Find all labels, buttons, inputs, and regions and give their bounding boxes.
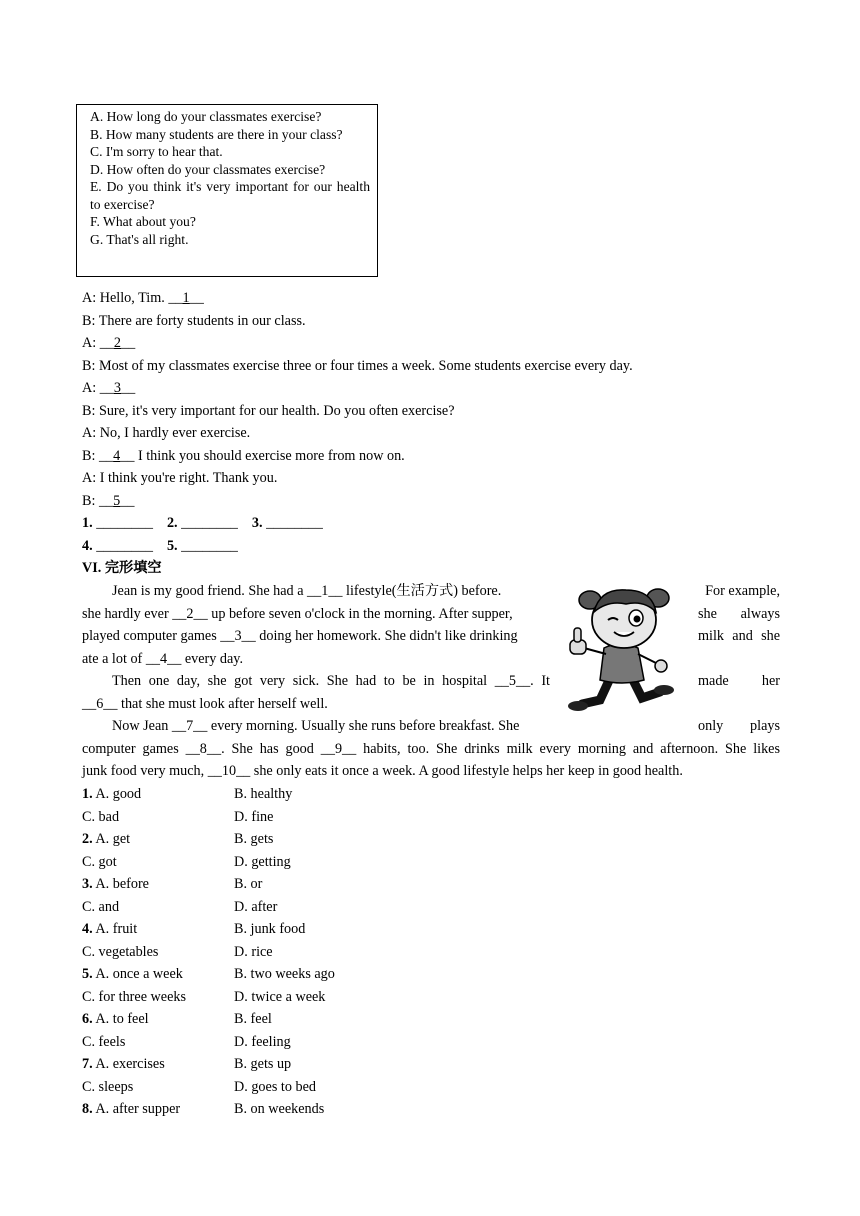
passage-line: Now Jean __7__ every morning. Usually she runs before breakfast. She only plays xyxy=(112,718,780,734)
choice-d[interactable]: D. after xyxy=(234,899,278,915)
option-g: G. That's all right. xyxy=(90,231,189,247)
answer-row: 4. ________ 5. ________ xyxy=(82,535,252,558)
choice-d[interactable]: D. getting xyxy=(234,854,291,870)
choice-d[interactable]: D. rice xyxy=(234,944,273,960)
choice-b[interactable]: B. two weeks ago xyxy=(234,966,335,982)
choice-d[interactable]: D. fine xyxy=(234,809,274,825)
choice-a[interactable]: 7. A. exercises xyxy=(82,1056,165,1072)
choice-c[interactable]: C. vegetables xyxy=(82,944,159,960)
passage-line: computer games __8__. She has good __9__ habits, too. She drinks milk every morning and afternoon. She likes xyxy=(82,740,780,757)
choice-b[interactable]: B. on weekends xyxy=(234,1101,325,1117)
choice-a[interactable]: 5. A. once a week xyxy=(82,966,183,982)
option-c: C. I'm sorry to hear that. xyxy=(90,144,223,159)
choice-c[interactable]: C. and xyxy=(82,899,120,915)
choice-a[interactable]: 1. A. good xyxy=(82,786,142,802)
choice-b[interactable]: B. junk food xyxy=(234,921,306,937)
dialogue-line: B: Most of my classmates exercise three or four times a week. Some students exercise every day. xyxy=(82,358,633,374)
passage-line: played computer games __3__ doing her homework. She didn't like drinking milk and she xyxy=(82,628,780,644)
passage-line: Jean is my good friend. She had a __1__ lifestyle(生活方式) before. For example, xyxy=(112,583,780,599)
choice-d[interactable]: D. goes to bed xyxy=(234,1079,316,1095)
choice-a[interactable]: 3. A. before xyxy=(82,876,149,892)
option-a: A. How long do your classmates exercise? xyxy=(90,109,322,124)
option-f: F. What about you? xyxy=(90,214,196,229)
dialogue-line: B: __4__ I think you should exercise more from now on. xyxy=(82,448,405,464)
choice-a[interactable]: 6. A. to feel xyxy=(82,1011,149,1027)
answer-blank[interactable]: ________ xyxy=(266,515,323,531)
choice-c[interactable]: C. sleeps xyxy=(82,1079,134,1095)
dialogue-line: A: __2__ xyxy=(82,335,136,351)
choice-c[interactable]: C. for three weeks xyxy=(82,989,187,1005)
passage-line: ate a lot of __4__ every day. xyxy=(82,650,243,667)
choice-a[interactable]: 4. A. fruit xyxy=(82,921,138,937)
dialogue-line: A: I think you're right. Thank you. xyxy=(82,470,278,486)
choice-b[interactable]: B. or xyxy=(234,876,263,892)
section-title: VI. 完形填空 xyxy=(82,560,162,576)
choice-d[interactable]: D. twice a week xyxy=(234,989,326,1005)
choice-c[interactable]: C. got xyxy=(82,854,117,870)
choice-a[interactable]: 8. A. after supper xyxy=(82,1101,181,1117)
choice-a[interactable]: 2. A. get xyxy=(82,831,131,847)
choice-c[interactable]: C. bad xyxy=(82,809,120,825)
passage-line: Then one day, she got very sick. She had to be in hospital __5__. It made her xyxy=(112,673,780,689)
dialogue-line: B: There are forty students in our class. xyxy=(82,313,306,329)
dialogue-line: A: No, I hardly ever exercise. xyxy=(82,425,251,441)
dialogue-line: B: Sure, it's very important for our health. Do you often exercise? xyxy=(82,403,455,419)
choice-b[interactable]: B. gets up xyxy=(234,1056,292,1072)
choice-d[interactable]: D. feeling xyxy=(234,1034,291,1050)
passage-line: __6__ that she must look after herself well. xyxy=(82,695,328,712)
dialogue-line: A: __3__ xyxy=(82,380,136,396)
answer-blank[interactable]: ________ xyxy=(181,515,238,531)
choice-c[interactable]: C. feels xyxy=(82,1034,126,1050)
answer-blank[interactable]: ________ xyxy=(96,538,153,554)
choice-b[interactable]: B. feel xyxy=(234,1011,272,1027)
answer-blank[interactable]: ________ xyxy=(96,515,153,531)
option-d: D. How often do your classmates exercise? xyxy=(90,161,326,177)
options-box xyxy=(76,104,378,277)
passage-line: she hardly ever __2__ up before seven o'clock in the morning. After supper, she always xyxy=(82,605,780,622)
option-e: E. Do you think it's very important for our health to exercise? xyxy=(90,179,370,212)
dialogue-line: A: Hello, Tim. __1__ xyxy=(82,290,204,306)
choice-b[interactable]: B. healthy xyxy=(234,786,293,802)
answer-blank[interactable]: ________ xyxy=(181,538,238,554)
option-b: B. How many students are there in your class? xyxy=(90,126,343,142)
cartoon-girl-illustration xyxy=(560,582,690,716)
dialogue-line: B: __5__ xyxy=(82,493,135,509)
choice-b[interactable]: B. gets xyxy=(234,831,274,847)
answer-row: 1. ________ 2. ________ 3. ________ xyxy=(82,512,337,535)
passage-line: junk food very much, __10__ she only eats it once a week. A good lifestyle helps her keep in good health. xyxy=(82,763,683,779)
